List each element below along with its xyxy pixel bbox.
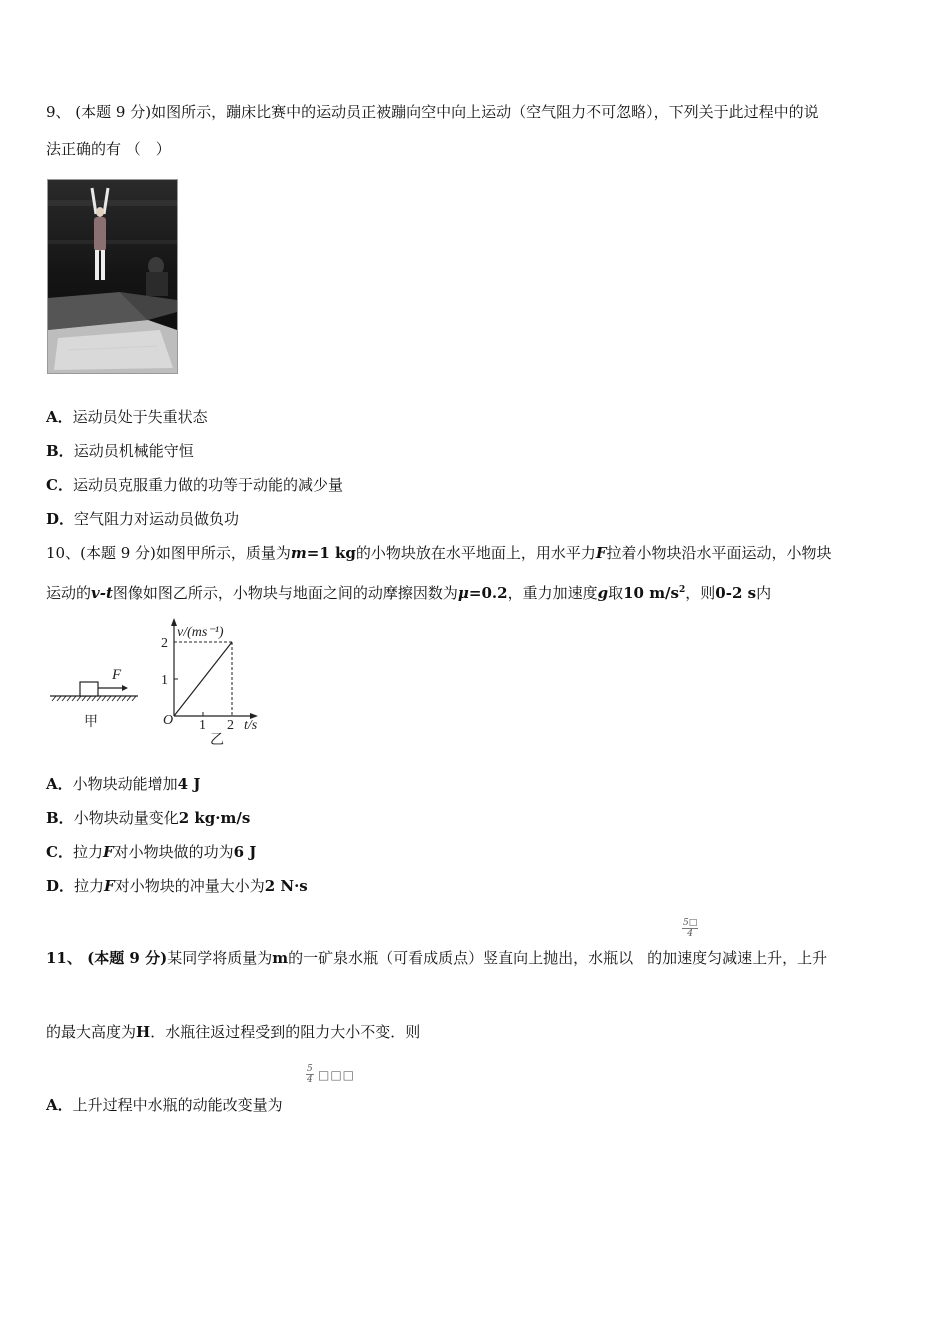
trampoline-photo [47, 179, 178, 374]
q11-number: 11、 (本题 9 分) [46, 949, 168, 967]
q10-text: 取 [608, 584, 624, 602]
tick-label-v2: 2 [161, 636, 168, 651]
q11-option-a-missing-glyphs: □□□ [318, 1068, 356, 1082]
q10-figure [46, 616, 276, 748]
q10-option-c-value: 6 J [233, 843, 257, 861]
q9-stem-text-1: 9、 (本题 9 分)如图所示，蹦床比赛中的运动员正被蹦向空中向上运动（空气阻力不可忽略），下列关于此过程中的说 [46, 103, 819, 121]
q10-option-a-letter: A． [46, 775, 73, 793]
q10-option-d-text: 拉力 [74, 877, 105, 895]
q10-option-b-text: 小物块动量变化 [73, 809, 179, 827]
q9-option-c-letter: C． [46, 476, 73, 494]
q10-mu-symbol: μ [457, 584, 469, 602]
q10-text: 内 [756, 584, 772, 602]
q11-fraction-denominator: 4 [687, 929, 693, 939]
q10-option-d-force: F [104, 877, 115, 895]
q11-mass-symbol: m [272, 949, 289, 967]
q10-text: 拉着小物块沿水平面运动，小物块 [606, 544, 832, 562]
q11-option-a-fraction [306, 1064, 314, 1085]
q11-option-a-text: 上升过程中水瓶的动能改变量为 [72, 1096, 283, 1114]
q11-option-a-numerator: 5 [307, 1064, 313, 1074]
q10-option-b[interactable] [46, 808, 250, 828]
v-t-line [174, 642, 232, 716]
force-arrowhead [122, 685, 128, 691]
q10-mass-symbol: m [290, 544, 307, 562]
q10-text: 的小物块放在水平地面上，用水平力 [355, 544, 596, 562]
small-block [80, 682, 98, 696]
q9-option-d-text: 空气阻力对运动员做负功 [74, 510, 240, 528]
q10-option-a-value: 4 J [177, 775, 201, 793]
q9-option-a[interactable] [46, 407, 208, 427]
origin-label: O [163, 713, 174, 728]
q11-stem-line2 [46, 1022, 420, 1042]
q10-option-d-letter: D． [46, 877, 75, 895]
q10-vt-symbol: v-t [91, 584, 113, 602]
force-label: F [112, 667, 122, 683]
q9-stem-line2 [46, 139, 171, 159]
q10-option-b-value: 2 kg·m/s [178, 809, 251, 827]
q10-option-a[interactable] [46, 774, 200, 794]
q10-text: 图像如图乙所示，小物块与地面之间的动摩擦因数为 [112, 584, 458, 602]
q9-stem-text-2: 法正确的有 （ ） [46, 140, 171, 158]
tick-label-t2: 2 [227, 718, 234, 733]
ground-hatching [52, 696, 136, 701]
q9-option-a-letter: A． [46, 408, 73, 426]
q10-text: ，则 [685, 584, 716, 602]
q10-option-c-text: 拉力 [72, 843, 103, 861]
t-axis-label: t/s [244, 718, 258, 733]
q10-option-c-letter: C． [46, 843, 73, 861]
q11-text: ．水瓶往返过程受到的阻力大小不变．则 [150, 1023, 421, 1041]
q10-text: ，重力加速度 [507, 584, 598, 602]
q9-option-d-letter: D． [46, 510, 75, 528]
q11-acceleration-fraction [682, 918, 698, 939]
q11-option-a-letter: A． [46, 1096, 73, 1114]
q9-option-c[interactable] [46, 475, 343, 495]
q10-text: 10、(本题 9 分)如图甲所示，质量为 [46, 544, 291, 562]
q10-mass-value: =1 kg [306, 544, 356, 562]
q9-option-b[interactable] [46, 441, 194, 461]
q10-g-value: 10 m/s [623, 584, 679, 602]
q11-option-a-denominator: 4 [307, 1075, 313, 1085]
tick-label-t1: 1 [199, 718, 206, 733]
q10-force-symbol: F [595, 544, 607, 562]
q10-option-d-value: 2 N·s [264, 877, 308, 895]
tick-label-v1: 1 [161, 673, 168, 688]
v-axis-label: v/(ms⁻¹) [177, 625, 224, 640]
q10-option-c-mid: 对小物块做的功为 [113, 843, 234, 861]
q11-height-symbol: H [136, 1023, 151, 1041]
trampoline-illustration [48, 180, 177, 373]
q9-option-b-letter: B． [46, 442, 74, 460]
q10-stem-line1 [46, 543, 832, 563]
label-jia: 甲 [84, 714, 98, 730]
q11-fraction-numerator: 5□ [683, 918, 698, 928]
q10-g-exponent: 2 [679, 585, 686, 595]
q10-mu-value: =0.2 [468, 584, 508, 602]
q9-stem-line1 [46, 102, 819, 122]
q10-option-b-letter: B． [46, 809, 74, 827]
q9-option-b-text: 运动员机械能守恒 [73, 442, 194, 460]
q10-option-c-force: F [102, 843, 114, 861]
q11-text: 某同学将质量为 [167, 949, 273, 967]
q10-time-range: 0-2 s [715, 584, 757, 602]
q10-option-c[interactable] [46, 842, 256, 862]
q10-option-a-text: 小物块动能增加 [72, 775, 178, 793]
q9-option-d[interactable] [46, 509, 239, 529]
q11-text: 的加速度匀减速上升，上升 [647, 949, 828, 967]
q10-option-d[interactable] [46, 876, 308, 896]
q11-text: 的一矿泉水瓶（可看成质点）竖直向上抛出，水瓶以 [288, 949, 634, 967]
q11-option-a[interactable] [46, 1095, 283, 1115]
label-yi: 乙 [210, 732, 224, 748]
q11-stem-line1 [46, 948, 827, 968]
q10-figure-svg [46, 616, 276, 748]
q10-g-symbol: g [597, 584, 609, 602]
q10-stem-line2 [46, 580, 771, 603]
q10-option-d-mid: 对小物块的冲量大小为 [114, 877, 265, 895]
q11-text: 的最大高度为 [46, 1023, 137, 1041]
q9-option-a-text: 运动员处于失重状态 [72, 408, 208, 426]
q10-text: 运动的 [46, 584, 92, 602]
q9-option-c-text: 运动员克服重力做的功等于动能的减少量 [72, 476, 343, 494]
